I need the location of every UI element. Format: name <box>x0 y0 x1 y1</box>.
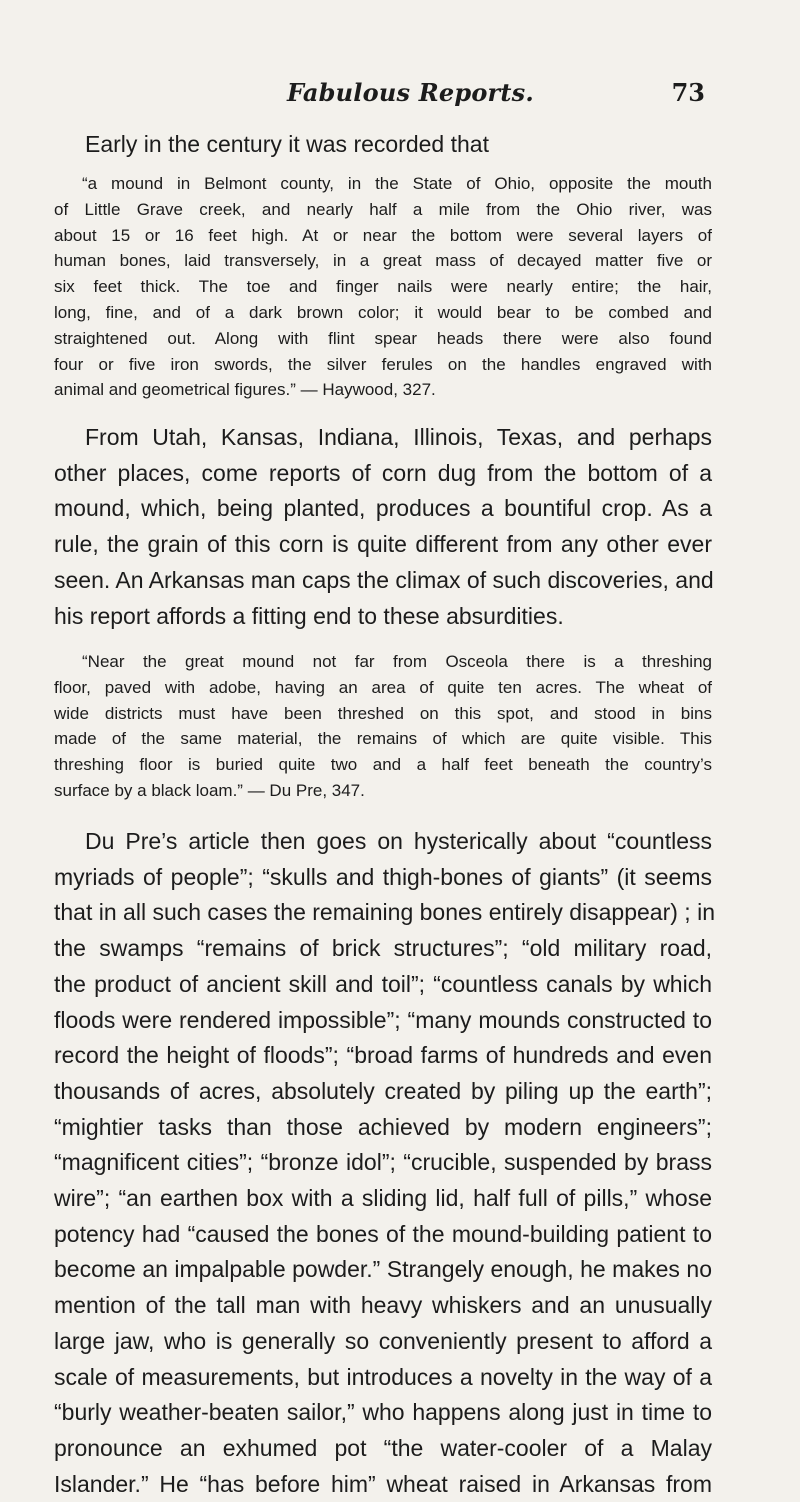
paragraph <box>54 420 712 634</box>
text-line: “a mound in Belmont county, in the State of Ohio, opposite the mouth <box>82 174 712 193</box>
text-line: myriads of people”; “skulls and thigh-bones of giants” (it seems <box>54 863 712 890</box>
text-line: record the height of floods”; “broad farms of hundreds and even <box>54 1042 712 1069</box>
running-head: Fabulous Reports. <box>287 78 534 107</box>
paragraph <box>54 824 715 1502</box>
text-line: “mightier tasks than those achieved by modern engineers”; <box>54 1113 712 1140</box>
text-line: floods were rendered impossible”; “many mounds constructed to <box>54 1006 712 1033</box>
text-line: animal and geometrical figures.” — Haywood, 327. <box>54 380 436 400</box>
body-paragraph-intro <box>54 127 712 163</box>
text-line: “Near the great mound not far from Osceola there is a threshing <box>82 652 712 671</box>
quotation <box>54 171 712 403</box>
text-line: floor, paved with adobe, having an area of quite ten acres. The wheat of <box>54 677 712 697</box>
text-line: mention of the tall man with heavy whiskers and an unusually <box>54 1292 712 1319</box>
text-line: wire”; “an earthen box with a sliding lid, half full of pills,” whose <box>54 1185 712 1212</box>
paragraph <box>54 127 712 163</box>
text-line: wide districts must have been threshed on this spot, and stood in bins <box>54 703 712 723</box>
text-line: potency had “caused the bones of the mound-building patient to <box>54 1220 712 1247</box>
text-line: “burly weather-beaten sailor,” who happens along just in time to <box>54 1399 712 1426</box>
page-number: 73 <box>671 78 705 107</box>
text-line: that in all such cases the remaining bones entirely disappear) ; in <box>54 899 715 926</box>
text-line: pronounce an exhumed pot “the water-cooler of a Malay <box>54 1434 712 1461</box>
page-header <box>0 78 800 112</box>
block-quote-haywood <box>54 171 712 403</box>
block-quote-du-pre <box>54 649 712 804</box>
text-line: mound, which, being planted, produces a bountiful crop. As a <box>54 495 712 522</box>
text-line: large jaw, who is generally so conveniently present to afford a <box>54 1327 712 1354</box>
text-line: threshing floor is buried quite two and a half feet beneath the country’s <box>54 755 712 775</box>
text-line: become an impalpable powder.” Strangely enough, he makes no <box>54 1256 712 1283</box>
text-line: straightened out. Along with flint spear heads there were also found <box>54 328 712 348</box>
text-line: surface by a black loam.” — Du Pre, 347. <box>54 780 365 800</box>
text-line: six feet thick. The toe and finger nails were nearly entire; the hair, <box>54 277 712 297</box>
text-line: long, fine, and of a dark brown color; it would bear to be combed and <box>54 302 712 322</box>
body-paragraph-corn <box>54 420 712 634</box>
text-line: four or five iron swords, the silver ferules on the handles engraved with <box>54 354 712 374</box>
body-paragraph-du-pre-article <box>54 824 715 1502</box>
text-line: From Utah, Kansas, Indiana, Illinois, Texas, and perhaps <box>85 424 712 450</box>
text-line: Du Pre’s article then goes on hysterically about “countless <box>85 828 712 854</box>
text-line: about 15 or 16 feet high. At or near the bottom were several layers of <box>54 225 712 245</box>
text-line: “magnificent cities”; “bronze idol”; “crucible, suspended by brass <box>54 1149 712 1176</box>
text-line: the product of ancient skill and toil”; “countless canals by which <box>54 970 712 997</box>
text-line: Islander.” He “has before him” wheat raised in Arkansas from <box>54 1470 712 1497</box>
text-line: of Little Grave creek, and nearly half a mile from the Ohio river, was <box>54 199 712 219</box>
text-line: human bones, laid transversely, in a great mass of decayed matter five or <box>54 251 712 271</box>
text-line: rule, the grain of this corn is quite different from any other ever <box>54 531 712 558</box>
text-line: his report affords a fitting end to these absurdities. <box>54 602 564 629</box>
text-line: made of the same material, the remains of which are quite visible. This <box>54 729 712 749</box>
text-line: the swamps “remains of brick structures”; “old military road, <box>54 935 712 962</box>
text-line: other places, come reports of corn dug from the bottom of a <box>54 459 712 486</box>
text-line: scale of measurements, but introduces a novelty in the way of a <box>54 1363 712 1390</box>
quotation <box>54 649 712 804</box>
text-line: thousands of acres, absolutely created by piling up the earth”; <box>54 1077 712 1104</box>
text-line: Early in the century it was recorded that <box>85 131 489 157</box>
text-line: seen. An Arkansas man caps the climax of such discoveries, and <box>54 566 714 593</box>
